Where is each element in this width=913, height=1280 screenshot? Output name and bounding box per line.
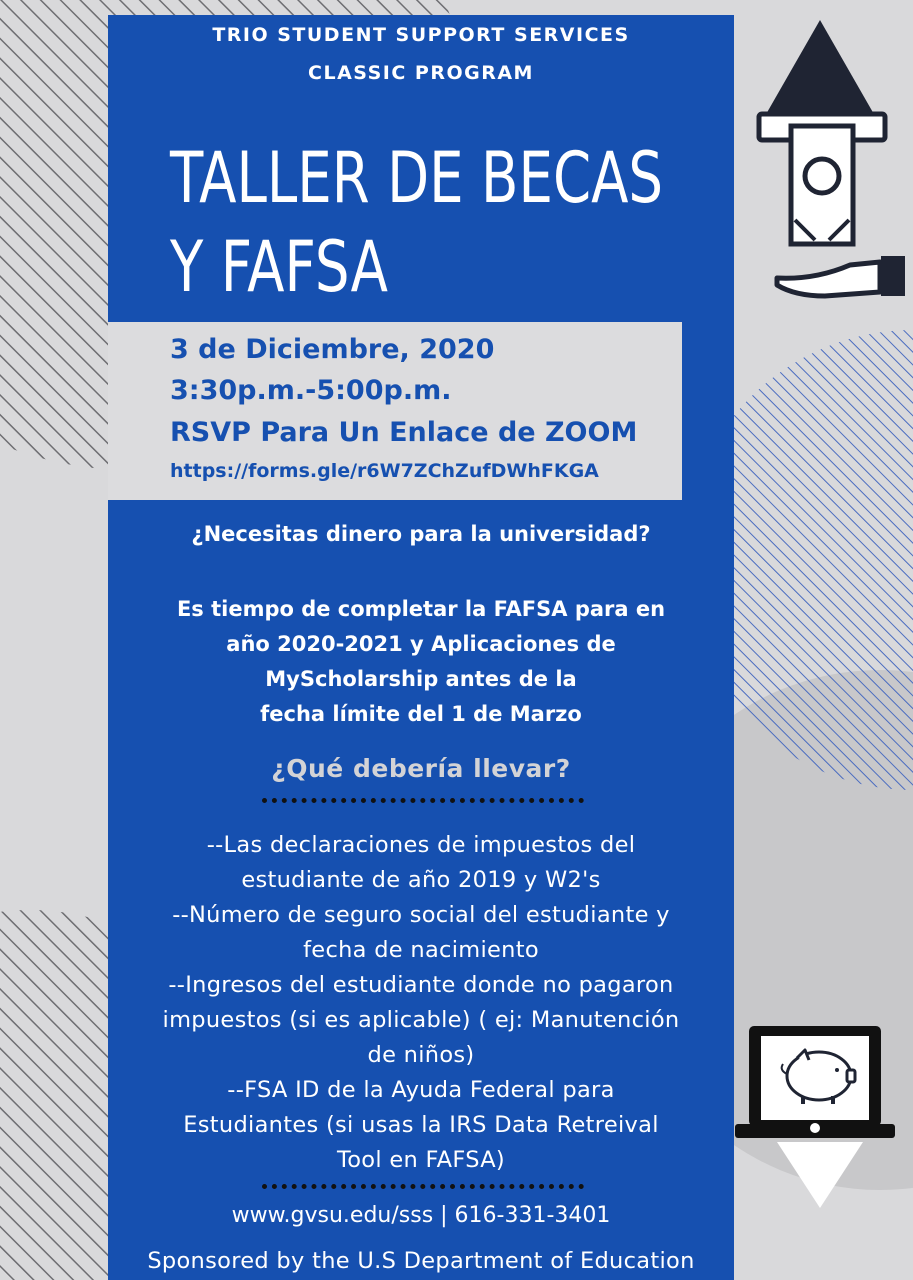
rsvp-link[interactable]: https://forms.gle/r6W7ZChZufDWhFKGA (170, 460, 599, 482)
intro-line: MyScholarship antes de la (265, 667, 577, 691)
title-line2: Y FAFSA (170, 226, 388, 308)
dotted-divider-top (262, 798, 584, 803)
bring-line: --Número de seguro social del estudiante y (172, 902, 670, 928)
title-line1: TALLER DE BECAS (170, 137, 664, 219)
intro-line: fecha límite del 1 de Marzo (260, 702, 582, 726)
bring-line: --Las declaraciones de impuestos del (206, 832, 636, 858)
intro-line: Es tiempo de completar la FAFSA para en (176, 597, 666, 621)
bring-heading: ¿Qué debería llevar? (271, 754, 571, 783)
bring-line: --Ingresos del estudiante donde no pagaron (168, 972, 674, 998)
bring-list (108, 828, 734, 1178)
bring-line: impuestos (si es aplicable) ( ej: Manutención (162, 1007, 680, 1033)
intro-paragraph (108, 592, 734, 732)
bring-line: Estudiantes (si usas la IRS Data Retreival (183, 1112, 659, 1138)
event-time: 3:30p.m.-5:00p.m. (170, 375, 452, 406)
event-rsvp: RSVP Para Un Enlace de ZOOM (170, 417, 638, 448)
event-date: 3 de Diciembre, 2020 (170, 334, 495, 365)
bring-line: fecha de nacimiento (303, 937, 539, 963)
intro-line: año 2020-2021 y Aplicaciones de (226, 632, 616, 656)
sponsor-line: Sponsored by the U.S Department of Education (147, 1248, 695, 1274)
dotted-divider-bottom (262, 1184, 584, 1189)
contact-info[interactable]: www.gvsu.edu/sss | 616-331-3401 (231, 1203, 611, 1228)
program-name-line1: TRIO STUDENT SUPPORT SERVICES (212, 24, 630, 46)
bring-line: Tool en FAFSA) (337, 1147, 505, 1173)
bring-line: --FSA ID de la Ayuda Federal para (227, 1077, 615, 1103)
bring-line: estudiante de año 2019 y W2's (241, 867, 601, 893)
intro-question: ¿Necesitas dinero para la universidad? (191, 522, 651, 546)
bring-line: de niños) (367, 1042, 475, 1068)
arrow-up-icon (760, 18, 880, 118)
cash-in-hand-icon (755, 110, 913, 310)
laptop-piggy-bank-icon (735, 1020, 895, 1150)
arrow-down-icon (775, 1140, 865, 1210)
program-name-line2: CLASSIC PROGRAM (308, 62, 534, 84)
